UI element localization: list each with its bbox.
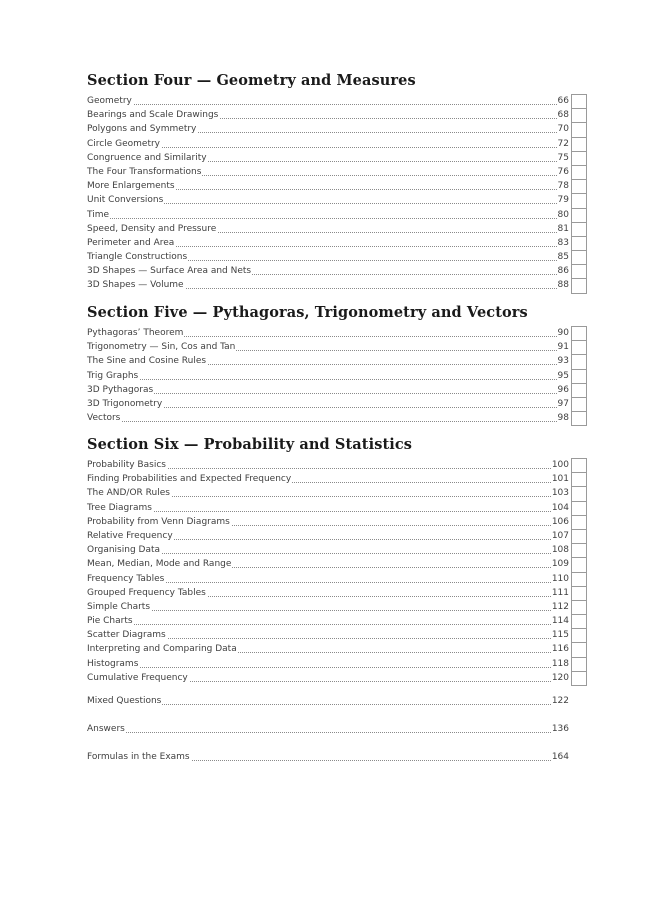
entry-list	[87, 94, 587, 293]
entry-page: 79	[557, 193, 569, 207]
entry-label: Scatter Diagrams	[87, 628, 167, 642]
dot-leader	[87, 420, 561, 422]
entry-page: 91	[557, 340, 569, 354]
toc-entry[interactable]	[87, 750, 569, 764]
entry-page: 70	[557, 122, 569, 136]
entry-label: Cumulative Frequency	[87, 671, 189, 685]
entry-page: 122	[551, 694, 569, 708]
toc-entry[interactable]	[87, 722, 569, 736]
toc-entry[interactable]	[87, 472, 587, 486]
entry-label: Simple Charts	[87, 600, 151, 614]
entry-label: Mean, Median, Mode and Range	[87, 557, 232, 571]
entry-label: Vectors	[87, 411, 121, 425]
entry-label: Circle Geometry	[87, 137, 161, 151]
entry-page: 72	[557, 137, 569, 151]
entry-label: Polygons and Symmetry	[87, 122, 197, 136]
toc-entry[interactable]	[87, 628, 587, 642]
entry-page: 136	[551, 722, 569, 736]
toc-entry[interactable]	[87, 369, 587, 383]
dot-leader	[87, 623, 561, 625]
dot-leader	[87, 392, 561, 394]
toc-entry[interactable]	[87, 614, 587, 628]
entry-label: Frequency Tables	[87, 572, 165, 586]
toc-entry[interactable]	[87, 278, 587, 292]
toc-entry[interactable]	[87, 94, 587, 108]
dot-leader	[87, 103, 561, 105]
section-title: Section Six — Probability and Statistics	[87, 436, 413, 453]
entry-label: The Four Transformations	[87, 165, 202, 179]
entry-page: 66	[557, 94, 569, 108]
entry-page: 68	[557, 108, 569, 122]
entry-page: 120	[551, 671, 569, 685]
entry-label: Mixed Questions	[87, 694, 162, 708]
toc-entry[interactable]	[87, 586, 587, 600]
entry-page: 100	[551, 458, 569, 472]
entry-page: 116	[551, 642, 569, 656]
entry-label: Formulas in the Exams	[87, 750, 191, 764]
mixed-questions-entry-block	[87, 694, 569, 708]
entry-label: Probability from Venn Diagrams	[87, 515, 231, 529]
entry-page: 109	[551, 557, 569, 571]
entry-label: Finding Probabilities and Expected Frequency	[87, 472, 292, 486]
toc-entry[interactable]	[87, 165, 587, 179]
toc-entry[interactable]	[87, 486, 587, 500]
entry-label: Perimeter and Area	[87, 236, 175, 250]
toc-entry[interactable]	[87, 222, 587, 236]
entry-label: The AND/OR Rules	[87, 486, 171, 500]
entry-page: 83	[557, 236, 569, 250]
toc-entry[interactable]	[87, 529, 587, 543]
toc-entry[interactable]	[87, 557, 587, 571]
toc-entry[interactable]	[87, 411, 587, 425]
toc-entry[interactable]	[87, 543, 587, 557]
entry-label: Congruence and Similarity	[87, 151, 208, 165]
entry-page: 112	[551, 600, 569, 614]
entry-page: 107	[551, 529, 569, 543]
entry-label: Trig Graphs	[87, 369, 139, 383]
section-title: Section Five — Pythagoras, Trigonometry and Vectors	[87, 304, 528, 321]
toc-entry[interactable]	[87, 354, 587, 368]
entry-label: Pie Charts	[87, 614, 134, 628]
entry-label: Time	[87, 208, 110, 222]
entry-label: Relative Frequency	[87, 529, 174, 543]
toc-entry[interactable]	[87, 600, 587, 614]
dot-leader	[87, 217, 561, 219]
toc-entry[interactable]	[87, 137, 587, 151]
entry-page: 95	[557, 369, 569, 383]
toc-entry[interactable]	[87, 193, 587, 207]
section-five	[87, 302, 587, 425]
entry-page: 85	[557, 250, 569, 264]
toc-entry[interactable]	[87, 694, 569, 708]
entry-label: The Sine and Cosine Rules	[87, 354, 207, 368]
dot-leader	[87, 731, 553, 733]
entry-page: 88	[557, 278, 569, 292]
toc-entry[interactable]	[87, 397, 587, 411]
toc-entry[interactable]	[87, 236, 587, 250]
toc-entry[interactable]	[87, 458, 587, 472]
toc-entry[interactable]	[87, 264, 587, 278]
entry-label: Tree Diagrams	[87, 501, 153, 515]
entry-page: 108	[551, 543, 569, 557]
entry-list	[87, 326, 587, 425]
formulas-entry-block	[87, 750, 569, 764]
entry-label: 3D Shapes — Volume	[87, 278, 185, 292]
entry-page: 93	[557, 354, 569, 368]
entry-label: Histograms	[87, 657, 139, 671]
entry-label: Probability Basics	[87, 458, 167, 472]
entry-page: 106	[551, 515, 569, 529]
entry-page: 78	[557, 179, 569, 193]
entry-page: 114	[551, 614, 569, 628]
toc-entry[interactable]	[87, 642, 587, 656]
toc-entry[interactable]	[87, 501, 587, 515]
entry-page: 97	[557, 397, 569, 411]
dot-leader	[87, 609, 561, 611]
entry-page: 76	[557, 165, 569, 179]
toc-entry[interactable]	[87, 326, 587, 340]
entry-label: Bearings and Scale Drawings	[87, 108, 219, 122]
dot-leader	[87, 666, 561, 668]
entry-label: Geometry	[87, 94, 133, 108]
entry-label: 3D Trigonometry	[87, 397, 163, 411]
entry-label: Answers	[87, 722, 126, 736]
entry-label: Speed, Density and Pressure	[87, 222, 217, 236]
entry-label: 3D Shapes — Surface Area and Nets	[87, 264, 252, 278]
entry-page: 81	[557, 222, 569, 236]
section-six	[87, 434, 587, 685]
entry-page: 104	[551, 501, 569, 515]
answers-entry-block	[87, 722, 569, 736]
entry-label: Triangle Constructions	[87, 250, 188, 264]
entry-label: Trigonometry — Sin, Cos and Tan	[87, 340, 236, 354]
section-title: Section Four — Geometry and Measures	[87, 72, 416, 89]
toc-entry[interactable]	[87, 515, 587, 529]
dot-leader	[87, 378, 561, 380]
entry-label: Grouped Frequency Tables	[87, 586, 207, 600]
entry-label: Pythagoras’ Theorem	[87, 326, 184, 340]
entry-page: 110	[551, 572, 569, 586]
entry-page: 98	[557, 411, 569, 425]
toc-entry[interactable]	[87, 383, 587, 397]
toc-entry[interactable]	[87, 151, 587, 165]
toc-entry[interactable]	[87, 340, 587, 354]
entry-page: 101	[551, 472, 569, 486]
entry-list	[87, 458, 587, 685]
entry-page: 80	[557, 208, 569, 222]
toc-entry[interactable]	[87, 108, 587, 122]
entry-page: 164	[551, 750, 569, 764]
entry-page: 86	[557, 264, 569, 278]
toc-entry[interactable]	[87, 657, 587, 671]
entry-page: 96	[557, 383, 569, 397]
dot-leader	[87, 510, 561, 512]
entry-page: 103	[551, 486, 569, 500]
entry-label: More Enlargements	[87, 179, 176, 193]
entry-page: 118	[551, 657, 569, 671]
entry-page: 115	[551, 628, 569, 642]
toc-entry[interactable]	[87, 572, 587, 586]
section-four	[87, 70, 587, 293]
entry-label: Unit Conversions	[87, 193, 164, 207]
entry-page: 90	[557, 326, 569, 340]
toc-entry[interactable]	[87, 250, 587, 264]
toc-entry[interactable]	[87, 179, 587, 193]
toc-entry[interactable]	[87, 671, 587, 685]
entry-page: 75	[557, 151, 569, 165]
toc-entry[interactable]	[87, 122, 587, 136]
entry-page: 111	[551, 586, 569, 600]
toc-entry[interactable]	[87, 208, 587, 222]
entry-label: Interpreting and Comparing Data	[87, 642, 238, 656]
entry-label: Organising Data	[87, 543, 161, 557]
entry-label: 3D Pythagoras	[87, 383, 154, 397]
